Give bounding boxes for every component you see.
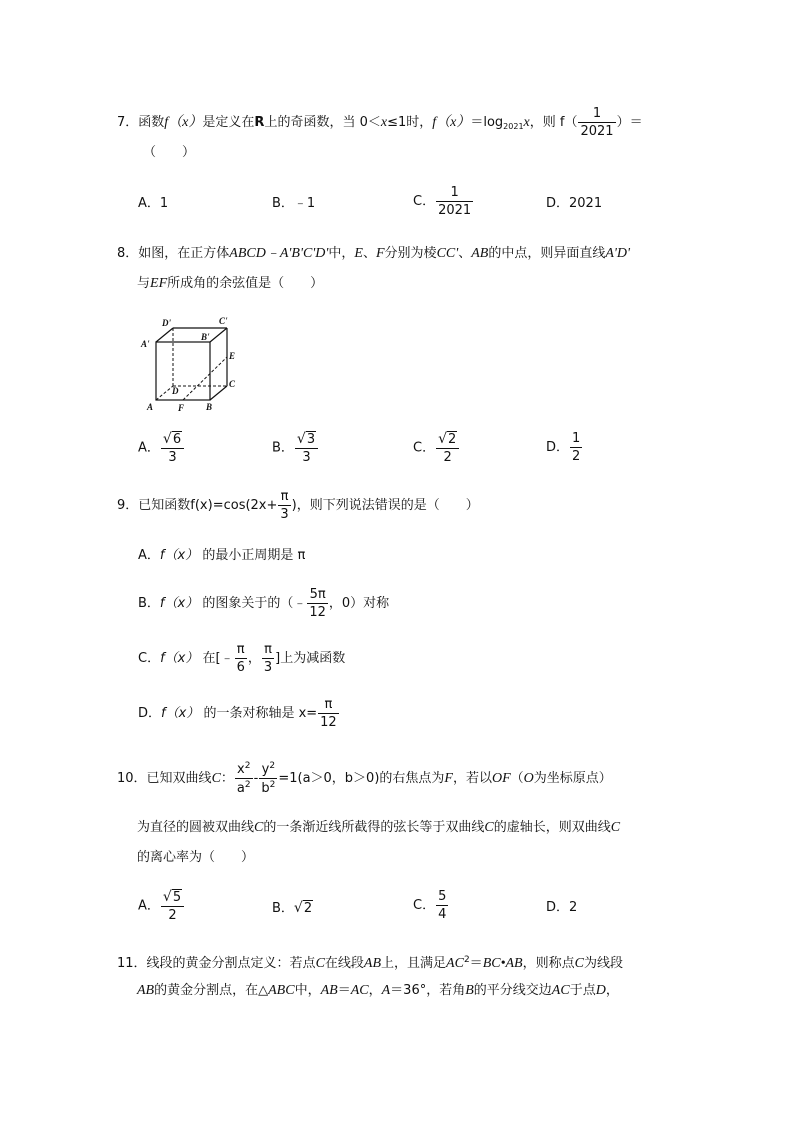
q7-line-1: 7．函数f（x）是定义在R上的奇函数，当 0＜x≤1时，$f(x)=\log_{2021}x$，则 f（ $\frac{1}{2021}$ ）＝ xyxy=(117,106,643,139)
label-c: C xyxy=(229,379,236,389)
q9-option-c[interactable]: C．f（x） 在[﹣ $\frac{\pi}{6}$ ， $\frac{\pi}{3}$ ]上为减函数 xyxy=(138,642,346,675)
q8-option-b[interactable]: B． $\frac{√3}{3}$ xyxy=(272,432,319,464)
q11-line-2: AB的黄金分割点，在△ABC中，AB＝AC，A＝36°，若角B的平分线交边AC于点D， xyxy=(137,983,619,998)
q9-option-a[interactable]: A．f（x） 的最小正周期是 π xyxy=(138,548,306,563)
q9-option-d[interactable]: D．f（x） 的一条对称轴是 x= $\frac{\pi}{12}$ xyxy=(138,697,337,730)
q8-line-2: 与EF所成角的余弦值是（ ） xyxy=(137,276,324,291)
q10-line-2: 为直径的圆被双曲线C的一条渐近线所截得的弦长等于双曲线C的虚轴长，则双曲线C xyxy=(137,820,621,835)
q8-option-d[interactable]: D． $\frac{1}{2}$ xyxy=(546,431,581,464)
label-e: E xyxy=(229,351,236,361)
label-d1: D' xyxy=(162,318,171,328)
label-b: B xyxy=(206,402,213,412)
q7-option-c[interactable]: C． $\frac{1}{2021}$ xyxy=(413,185,472,218)
label-a1: A' xyxy=(141,339,150,349)
label-f: F xyxy=(178,403,185,413)
q11-line-1: 11．线段的黄金分割点定义：若点C在线段AB上，且满足$AC^2=BC•AB$，则称点C为线段 xyxy=(117,955,623,971)
label-a: A xyxy=(147,402,154,412)
label-b1: B' xyxy=(201,332,210,342)
q10-option-b[interactable]: B．√2 xyxy=(272,900,313,916)
q9-option-b[interactable]: B．f（x） 的图象关于的（﹣ $\frac{5\pi}{12}$ ，0）对称 xyxy=(138,587,390,620)
label-d: D xyxy=(172,386,179,396)
q10-option-a[interactable]: A． $\frac{√5}{2}$ xyxy=(138,890,185,922)
q7-fraction: $\frac{1}{2021}$ xyxy=(580,106,614,139)
q7-option-a[interactable]: A．1 xyxy=(138,196,169,211)
q8-option-a[interactable]: A． $\frac{√6}{3}$ xyxy=(138,432,185,464)
ef-segment xyxy=(183,357,227,400)
q8-option-c[interactable]: C． $\frac{√2}{2}$ xyxy=(413,432,460,464)
q9-line-1: 9．已知函数f(x)=cos(2x+ $\frac{\pi}{3}$ )，则下列说法错误的是（ ） xyxy=(117,489,479,522)
q10-option-d[interactable]: D．2 xyxy=(546,900,578,915)
q7-option-d[interactable]: D．2021 xyxy=(546,196,603,211)
q10-line-3: 的离心率为（ ） xyxy=(137,850,255,865)
cube-front-face xyxy=(156,342,210,400)
q10-option-c[interactable]: C． $\frac{5}{4}$ xyxy=(413,889,447,922)
label-c1: C' xyxy=(219,316,228,326)
q10-line-1: 10．已知双曲线C： $\frac{x^2}{a^2}$ - $\frac{y^2}{b^2}$ =1(a＞0，b＞0)的右焦点为F，若以OF（O为坐标原点） xyxy=(117,761,612,796)
q7-option-b[interactable]: B．﹣1 xyxy=(272,196,316,211)
q8-line-1: 8．如图，在正方体ABCD﹣A'B'C'D'中，E、F分别为棱CC'、AB的中点，则异面直线A'D' xyxy=(117,246,631,261)
cube-figure xyxy=(138,314,248,420)
q7-answer-paren: （ ） xyxy=(143,145,196,160)
